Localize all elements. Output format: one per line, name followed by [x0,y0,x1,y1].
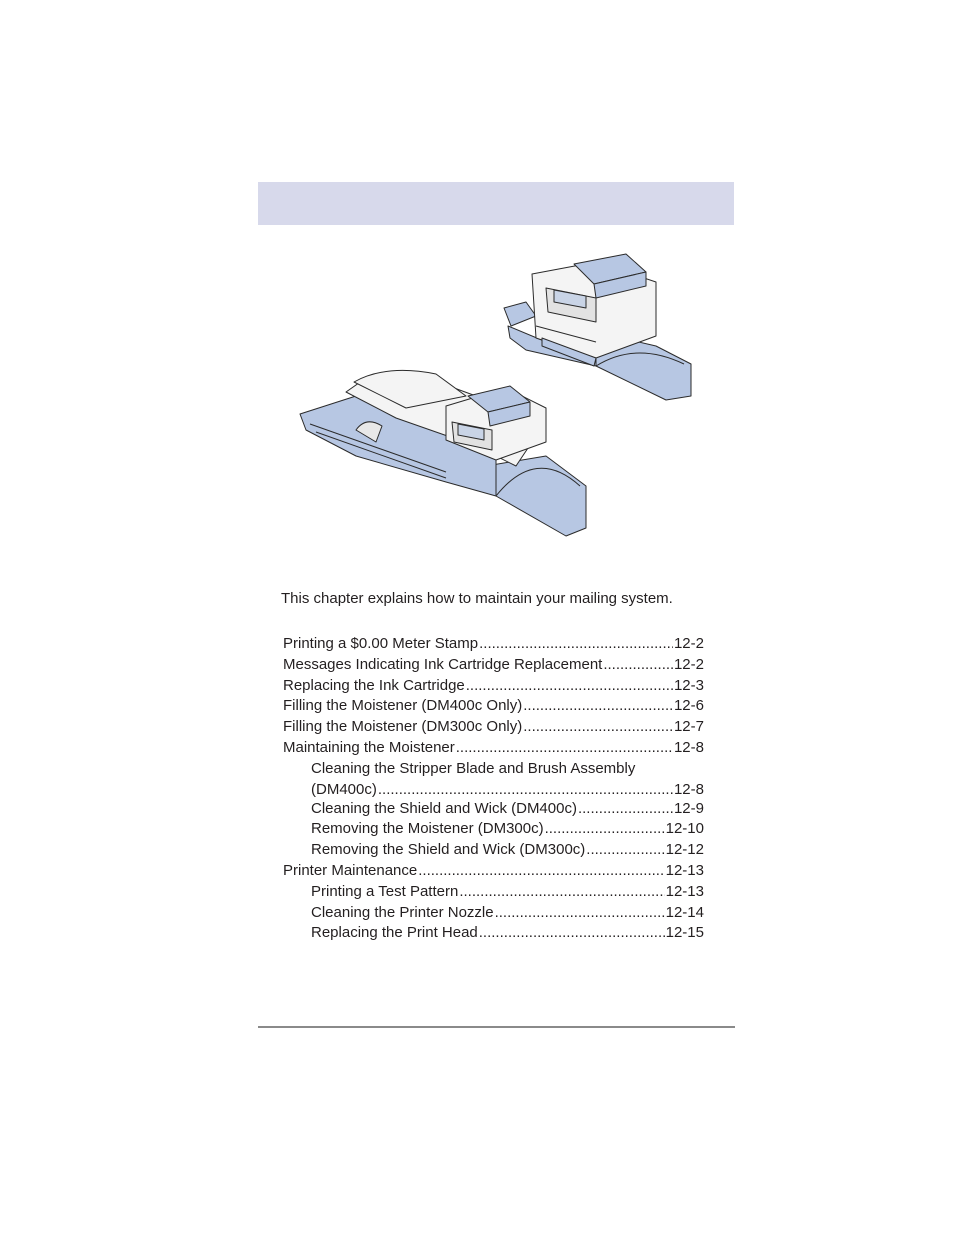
toc-leader-dots [545,819,665,840]
footer-rule [258,1026,735,1028]
toc-subentry[interactable] [283,903,704,924]
toc-entry-title: Filling the Moistener (DM400c Only) [283,697,523,715]
toc-entry-page: 12-7 [673,718,704,736]
chapter-intro-text: This chapter explains how to maintain your mailing system. [281,590,673,607]
toc-entry-page: 12-12 [665,841,704,859]
toc-leader-dots [603,655,673,676]
toc-leader-dots [418,861,664,882]
toc-entry[interactable] [283,634,704,655]
toc-entry-page: 12-3 [673,676,704,694]
toc-leader-dots [479,634,673,655]
toc-entry-title: Removing the Shield and Wick (DM300c) [311,841,586,859]
toc-leader-dots [578,799,673,820]
toc-entry-title: Messages Indicating Ink Cartridge Replacement [283,655,603,673]
toc-entry-title-continued: (DM400c) [311,780,377,798]
toc-entry-title: Cleaning the Printer Nozzle [311,903,494,921]
toc-entry[interactable] [283,717,704,738]
toc-subentry[interactable] [283,759,704,780]
toc-subentry[interactable] [283,882,704,903]
toc-entry-title: Maintaining the Moistener [283,738,455,756]
toc-entry-page: 12-9 [673,799,704,817]
toc-subentry-continuation[interactable] [283,780,704,799]
toc-entry-title: Printing a $0.00 Meter Stamp [283,635,479,652]
toc-subentry[interactable] [283,840,704,861]
toc-subentry[interactable] [283,799,704,820]
toc-leader-dots [523,696,673,717]
toc-entry-page: 12-2 [673,635,704,652]
toc-entry-title: Replacing the Print Head [311,924,478,942]
toc-entry[interactable] [283,696,704,717]
table-of-contents [283,634,704,944]
mailing-system-illustration [296,246,700,542]
toc-entry-page: 12-15 [665,924,704,942]
toc-leader-dots [479,923,665,944]
toc-entry-page: 12-8 [673,738,704,756]
toc-entry-page: 12-13 [665,861,704,879]
toc-leader-dots [586,840,664,861]
toc-entry-title: Filling the Moistener (DM300c Only) [283,718,523,736]
toc-entry-title: Removing the Moistener (DM300c) [311,820,544,838]
toc-entry-page: 12-6 [673,697,704,715]
dm400c-machine [300,370,586,536]
toc-entry-title: Printer Maintenance [283,861,418,879]
toc-subentry[interactable] [283,923,704,944]
toc-entry[interactable] [283,861,704,882]
toc-entry-page: 12-13 [665,882,704,900]
chapter-header-band [258,182,734,225]
toc-entry[interactable] [283,655,704,676]
toc-entry-title: Printing a Test Pattern [311,882,459,900]
toc-leader-dots [523,717,673,738]
toc-entry[interactable] [283,738,704,759]
toc-entry-page: 12-2 [673,655,704,673]
toc-entry-page: 12-14 [665,903,704,921]
toc-entry-title: Cleaning the Shield and Wick (DM400c) [311,799,577,817]
toc-subentry[interactable] [283,819,704,840]
toc-entry-page: 12-8 [673,780,704,798]
toc-entry-title: Replacing the Ink Cartridge [283,676,465,694]
toc-entry[interactable] [283,676,704,697]
toc-entry-page: 12-10 [665,820,704,838]
dm300c-machine [504,254,691,400]
toc-entry-title: Cleaning the Stripper Blade and Brush Assembly [311,759,636,777]
toc-leader-dots [466,676,673,697]
toc-leader-dots [378,780,673,799]
toc-leader-dots [456,738,673,759]
toc-leader-dots [459,882,664,903]
toc-leader-dots [495,903,665,924]
